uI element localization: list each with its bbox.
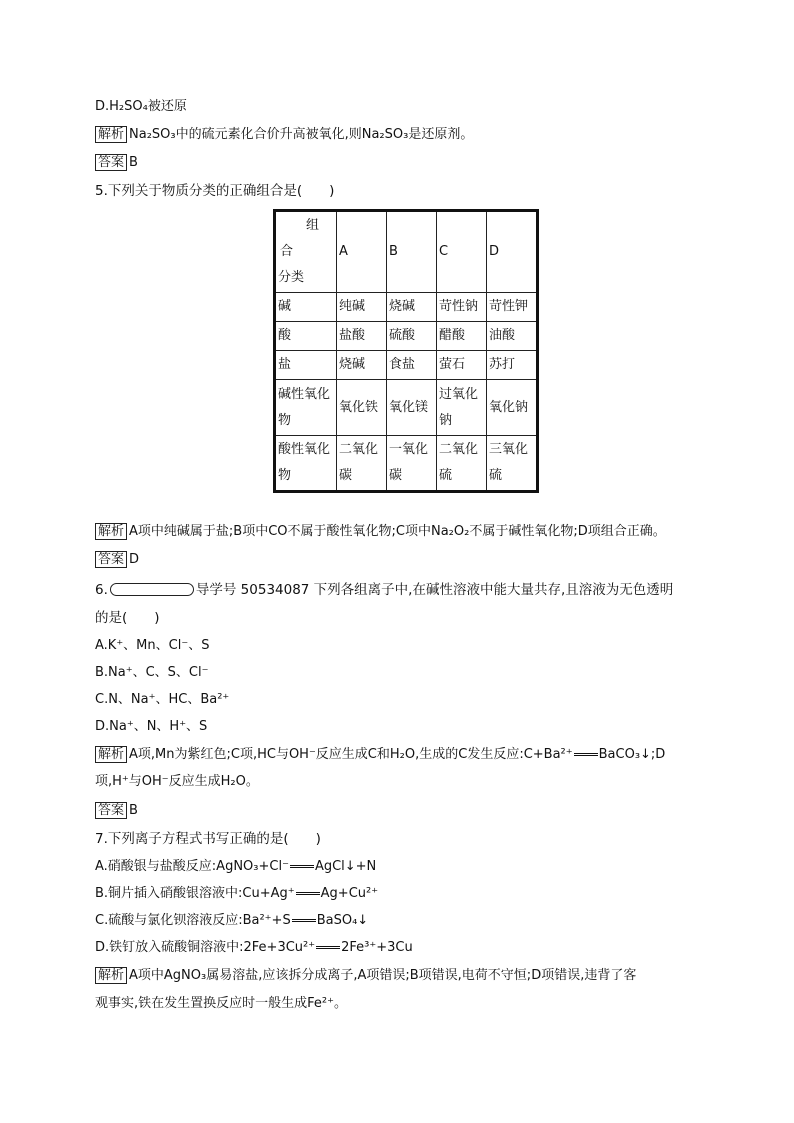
q5-stem: 5.下列关于物质分类的正确组合是( ) bbox=[95, 183, 335, 199]
table-cell: 苛性钾 bbox=[487, 293, 538, 322]
q4-analysis bbox=[95, 126, 473, 144]
corner-text: 合 bbox=[280, 244, 294, 259]
table-corner-cell bbox=[275, 211, 337, 293]
q6-number: 6. bbox=[95, 582, 108, 598]
q7-stem: 7.下列离子方程式书写正确的是( ) bbox=[95, 831, 321, 847]
q7-analysis-cont: 观事实,铁在发生置换反应时一般生成Fe²⁺。 bbox=[95, 996, 347, 1011]
q6-stem-cont: 的是( ) bbox=[95, 610, 160, 626]
line-d-option: D.H₂SO₄被还原 bbox=[95, 99, 187, 114]
table-header-row bbox=[275, 211, 538, 293]
q7-analysis bbox=[95, 967, 636, 985]
q5-answer bbox=[95, 551, 139, 569]
q6-analysis-cont: 项,H⁺与OH⁻反应生成H₂O。 bbox=[95, 774, 259, 789]
table-cell: 二氧化硫 bbox=[437, 436, 487, 492]
q6-option-c: C.N、Na⁺、HC、Ba²⁺ bbox=[95, 692, 230, 707]
table-row-label: 酸 bbox=[275, 322, 337, 351]
q6-analysis-text: A项,Mn为紫红色;C项,HC与OH⁻反应生成C和H₂O,生成的C发生反应:C+Ba²⁺ bbox=[129, 747, 573, 762]
q7-a-right: AgCl↓+N bbox=[314, 859, 377, 874]
table-cell: 苛性钠 bbox=[437, 293, 487, 322]
table-row-label: 盐 bbox=[275, 351, 337, 380]
table-row-label: 碱性氧化物 bbox=[275, 380, 337, 436]
table-row-label: 碱 bbox=[275, 293, 337, 322]
table-cell: 氧化镁 bbox=[387, 380, 437, 436]
analysis-tag: 解析 bbox=[95, 746, 127, 763]
table-cell: 三氧化硫 bbox=[487, 436, 538, 492]
q7-option-b bbox=[95, 885, 378, 903]
reaction-arrow-icon bbox=[574, 753, 598, 756]
reaction-arrow-icon bbox=[292, 919, 316, 922]
q7-option-d bbox=[95, 939, 413, 957]
table-row bbox=[275, 380, 538, 436]
q4-analysis-text: Na₂SO₃中的硫元素化合价升高被氧化,则Na₂SO₃是还原剂。 bbox=[129, 127, 474, 142]
q6-stem-text: 导学号 50534087 下列各组离子中,在碱性溶液中能大量共存,且溶液为无色透明 bbox=[195, 582, 674, 598]
table-cell: 油酸 bbox=[487, 322, 538, 351]
reaction-arrow-icon bbox=[316, 946, 340, 949]
analysis-tag: 解析 bbox=[95, 967, 127, 984]
table-cell: 烧碱 bbox=[337, 351, 387, 380]
corner-text: 组 bbox=[306, 218, 320, 233]
table-header-cell: B bbox=[387, 211, 437, 293]
analysis-tag: 解析 bbox=[95, 126, 127, 143]
table-row bbox=[275, 351, 538, 380]
q7-b-right: Ag+Cu²⁺ bbox=[320, 886, 379, 901]
table-cell: 盐酸 bbox=[337, 322, 387, 351]
table-cell: 一氧化碳 bbox=[387, 436, 437, 492]
q6-option-a: A.K⁺、Mn、Cl⁻、S bbox=[95, 638, 210, 653]
q7-option-c bbox=[95, 912, 368, 930]
q6-option-b: B.Na⁺、C、S、Cl⁻ bbox=[95, 665, 209, 680]
q6-option-d: D.Na⁺、N、H⁺、S bbox=[95, 719, 208, 734]
table-row-label: 酸性氧化物 bbox=[275, 436, 337, 492]
q7-d-left: D.铁钉放入硫酸铜溶液中:2Fe+3Cu²⁺ bbox=[95, 940, 316, 955]
q6-analysis bbox=[95, 746, 665, 764]
table-cell: 烧碱 bbox=[387, 293, 437, 322]
table-row bbox=[275, 436, 538, 492]
answer-tag: 答案 bbox=[95, 802, 127, 819]
table-cell: 萤石 bbox=[437, 351, 487, 380]
table-cell: 硫酸 bbox=[387, 322, 437, 351]
q7-option-a bbox=[95, 858, 376, 876]
q5-analysis bbox=[95, 523, 666, 541]
answer-tag: 答案 bbox=[95, 154, 127, 171]
table-cell: 苏打 bbox=[487, 351, 538, 380]
classification-table bbox=[273, 209, 539, 493]
q7-a-left: A.硝酸银与盐酸反应:AgNO₃+Cl⁻ bbox=[95, 859, 289, 874]
q7-c-right: BaSO₄↓ bbox=[316, 913, 369, 928]
table-row bbox=[275, 322, 538, 351]
table-cell: 醋酸 bbox=[437, 322, 487, 351]
analysis-tag: 解析 bbox=[95, 523, 127, 540]
table-cell: 氧化钠 bbox=[487, 380, 538, 436]
q4-answer-text: B bbox=[129, 155, 138, 170]
corner-text: 分类 bbox=[278, 270, 305, 285]
q4-answer bbox=[95, 154, 138, 172]
table-cell: 纯碱 bbox=[337, 293, 387, 322]
q7-b-left: B.铜片插入硝酸银溶液中:Cu+Ag⁺ bbox=[95, 886, 295, 901]
q6-stem bbox=[95, 581, 673, 599]
badge-icon bbox=[110, 583, 194, 596]
q6-answer-text: B bbox=[129, 803, 138, 818]
q5-answer-text: D bbox=[129, 552, 140, 567]
table-header-cell: C bbox=[437, 211, 487, 293]
reaction-arrow-icon bbox=[296, 892, 320, 895]
table-row bbox=[275, 293, 538, 322]
table-cell: 二氧化碳 bbox=[337, 436, 387, 492]
reaction-arrow-icon bbox=[290, 865, 314, 868]
answer-tag: 答案 bbox=[95, 551, 127, 568]
table-cell: 过氧化钠 bbox=[437, 380, 487, 436]
table-cell: 氧化铁 bbox=[337, 380, 387, 436]
q7-c-left: C.硫酸与氯化钡溶液反应:Ba²⁺+S bbox=[95, 913, 291, 928]
q5-analysis-text: A项中纯碱属于盐;B项中CO不属于酸性氧化物;C项中Na₂O₂不属于碱性氧化物;D项组合正确。 bbox=[129, 524, 666, 539]
table-cell: 食盐 bbox=[387, 351, 437, 380]
q7-d-right: 2Fe³⁺+3Cu bbox=[341, 940, 413, 955]
q6-answer bbox=[95, 802, 138, 820]
table-header-cell: D bbox=[487, 211, 538, 293]
q6-analysis-text-2: BaCO₃↓;D bbox=[598, 747, 666, 762]
table-header-cell: A bbox=[337, 211, 387, 293]
q7-analysis-text: A项中AgNO₃属易溶盐,应该拆分成离子,A项错误;B项错误,电荷不守恒;D项错误,违背了客 bbox=[129, 968, 637, 983]
